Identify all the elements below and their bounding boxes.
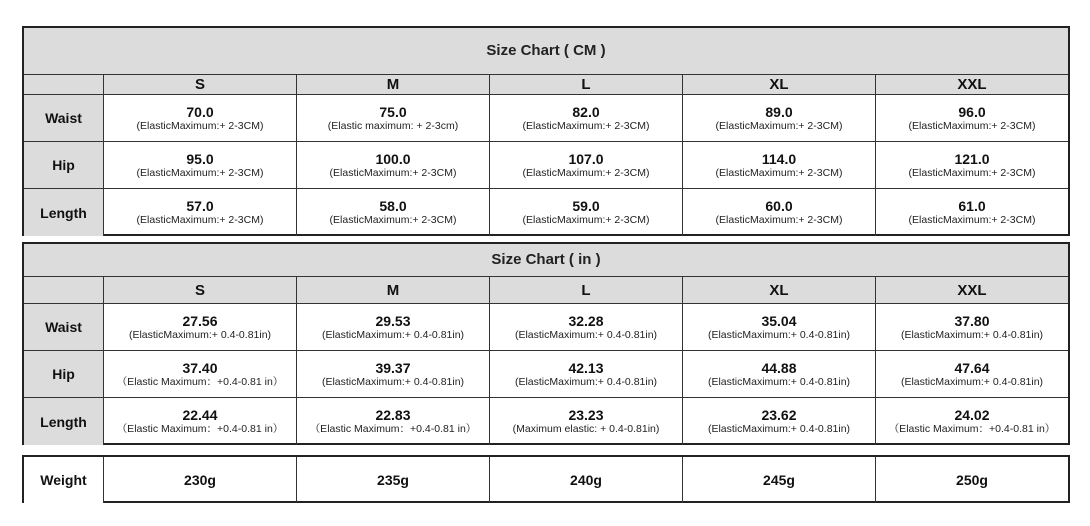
cell-note: （Elastic Maximum：+0.4-0.81 in）: [116, 423, 284, 435]
cell-value: 82.0: [572, 103, 600, 120]
cell-note: （Elastic Maximum：+0.4-0.81 in）: [309, 423, 477, 435]
table-cell: [297, 457, 490, 503]
cell-value: 29.53: [375, 312, 411, 329]
table-row-length: [24, 189, 1068, 236]
table-cell: [683, 398, 876, 445]
cell-note: (Maximum elastic: + 0.4-0.81in): [512, 423, 660, 435]
cell-value: 23.23: [568, 407, 604, 423]
cell-value: 59.0: [572, 198, 600, 214]
cell-value: 24.02: [954, 407, 990, 423]
weight-table: [22, 455, 1070, 503]
cell-value: 23.62: [761, 407, 797, 423]
size-chart-in-title: Size Chart ( in ): [24, 244, 1068, 277]
cell-value: 250g: [956, 471, 988, 488]
cell-value: 230g: [184, 471, 216, 488]
cell-value: 39.37: [375, 359, 411, 376]
table-cell: [297, 189, 490, 236]
cell-note: (ElasticMaximum:+ 0.4-0.81in): [707, 423, 851, 435]
cell-value: 107.0: [568, 150, 604, 167]
cell-value: 60.0: [765, 198, 793, 214]
cell-note: (ElasticMaximum:+ 0.4-0.81in): [707, 328, 851, 341]
size-header-s: S: [104, 277, 297, 303]
header-corner: [24, 75, 104, 94]
cell-value: 100.0: [375, 150, 411, 167]
cell-value: 75.0: [379, 103, 407, 120]
cell-value: 61.0: [958, 198, 986, 214]
table-cell: [104, 398, 297, 445]
cell-value: 42.13: [568, 359, 604, 376]
cell-note: (ElasticMaximum:+ 0.4-0.81in): [900, 328, 1044, 341]
table-cell: [104, 95, 297, 141]
cell-value: 32.28: [568, 312, 604, 329]
cell-note: (ElasticMaximum:+ 2-3CM): [908, 214, 1036, 226]
size-header-xl: XL: [683, 75, 876, 94]
table-row-hip: [24, 351, 1068, 398]
cell-value: 22.44: [182, 407, 218, 423]
cell-note: (ElasticMaximum:+ 2-3CM): [522, 214, 650, 226]
cell-value: 96.0: [958, 103, 986, 120]
size-header-xl: XL: [683, 277, 876, 303]
cell-note: (ElasticMaximum:+ 2-3CM): [715, 166, 843, 179]
table-cell: [683, 304, 876, 350]
table-row-length: [24, 398, 1068, 445]
table-cell: [490, 398, 683, 445]
size-header-m: M: [297, 277, 490, 303]
cell-note: （Elastic Maximum：+0.4-0.81 in）: [888, 423, 1056, 435]
cell-note: (ElasticMaximum:+ 2-3CM): [715, 119, 843, 132]
table-cell: [490, 142, 683, 188]
table-row-waist: [24, 304, 1068, 351]
table-cell: [297, 398, 490, 445]
size-header-row: [24, 277, 1068, 304]
table-cell: [876, 142, 1068, 188]
cell-value: 37.40: [182, 359, 218, 376]
table-cell: [876, 398, 1068, 445]
table-cell: [876, 457, 1068, 503]
size-header-row: [24, 75, 1068, 95]
cell-note: (ElasticMaximum:+ 0.4-0.81in): [514, 328, 658, 341]
table-cell: [297, 142, 490, 188]
row-label: Weight: [24, 457, 104, 503]
table-cell: [297, 304, 490, 350]
cell-note: (ElasticMaximum:+ 2-3CM): [329, 166, 457, 179]
table-cell: [683, 457, 876, 503]
table-cell: [683, 95, 876, 141]
cell-value: 121.0: [954, 150, 990, 167]
cell-note: (ElasticMaximum:+ 0.4-0.81in): [321, 328, 465, 341]
table-cell: [297, 95, 490, 141]
cell-value: 22.83: [375, 407, 411, 423]
cell-note: (ElasticMaximum:+ 2-3CM): [136, 166, 264, 179]
row-label: Waist: [24, 95, 104, 141]
table-cell: [490, 351, 683, 397]
cell-note: (ElasticMaximum:+ 0.4-0.81in): [514, 375, 658, 388]
cell-note: (ElasticMaximum:+ 0.4-0.81in): [707, 375, 851, 388]
cell-value: 44.88: [761, 359, 797, 376]
cell-value: 70.0: [186, 103, 214, 120]
table-cell: [104, 189, 297, 236]
table-cell: [490, 304, 683, 350]
cell-note: (ElasticMaximum:+ 0.4-0.81in): [128, 328, 272, 341]
table-cell: [104, 142, 297, 188]
table-cell: [876, 351, 1068, 397]
table-cell: [104, 457, 297, 503]
size-header-l: L: [490, 75, 683, 94]
cell-value: 47.64: [954, 359, 990, 376]
cell-value: 240g: [570, 471, 602, 488]
cell-note: (ElasticMaximum:+ 0.4-0.81in): [900, 375, 1044, 388]
cell-note: (ElasticMaximum:+ 2-3CM): [908, 119, 1036, 132]
cell-note: (ElasticMaximum:+ 2-3CM): [908, 166, 1036, 179]
cell-note: （Elastic Maximum：+0.4-0.81 in）: [116, 375, 284, 388]
table-cell: [490, 95, 683, 141]
row-label: Hip: [24, 351, 104, 397]
cell-note: (ElasticMaximum:+ 2-3CM): [715, 214, 843, 226]
cell-note: (ElasticMaximum:+ 2-3CM): [522, 166, 650, 179]
table-cell: [683, 189, 876, 236]
cell-value: 95.0: [186, 150, 214, 167]
size-header-s: S: [104, 75, 297, 94]
cell-note: (ElasticMaximum:+ 2-3CM): [136, 214, 264, 226]
table-row-hip: [24, 142, 1068, 189]
cell-value: 89.0: [765, 103, 793, 120]
size-header-m: M: [297, 75, 490, 94]
cell-note: (ElasticMaximum:+ 2-3CM): [522, 119, 650, 132]
cell-note: (ElasticMaximum:+ 0.4-0.81in): [321, 375, 465, 388]
table-row-weight: [24, 457, 1068, 503]
size-chart-cm: [22, 26, 1070, 236]
table-row-waist: [24, 95, 1068, 142]
table-cell: [683, 142, 876, 188]
cell-value: 37.80: [954, 312, 990, 329]
table-cell: [104, 351, 297, 397]
table-cell: [876, 189, 1068, 236]
row-label: Length: [24, 189, 104, 236]
row-label: Waist: [24, 304, 104, 350]
cell-note: (ElasticMaximum:+ 2-3CM): [136, 119, 264, 132]
row-label: Length: [24, 398, 104, 445]
size-chart-cm-title: Size Chart ( CM ): [24, 28, 1068, 75]
cell-value: 245g: [763, 471, 795, 488]
cell-value: 58.0: [379, 198, 407, 214]
size-header-l: L: [490, 277, 683, 303]
table-cell: [876, 95, 1068, 141]
table-cell: [876, 304, 1068, 350]
cell-value: 114.0: [761, 150, 797, 167]
cell-value: 27.56: [182, 312, 218, 329]
header-corner: [24, 277, 104, 303]
cell-note: (ElasticMaximum:+ 2-3CM): [329, 214, 457, 226]
size-chart-in: [22, 242, 1070, 445]
cell-value: 35.04: [761, 312, 797, 329]
table-cell: [104, 304, 297, 350]
table-cell: [683, 351, 876, 397]
table-cell: [297, 351, 490, 397]
row-label: Hip: [24, 142, 104, 188]
size-header-xxl: XXL: [876, 75, 1068, 94]
table-cell: [490, 189, 683, 236]
cell-value: 57.0: [186, 198, 214, 214]
cell-value: 235g: [377, 471, 409, 488]
cell-note: (Elastic maximum: + 2-3cm): [327, 119, 459, 132]
size-header-xxl: XXL: [876, 277, 1068, 303]
table-cell: [490, 457, 683, 503]
